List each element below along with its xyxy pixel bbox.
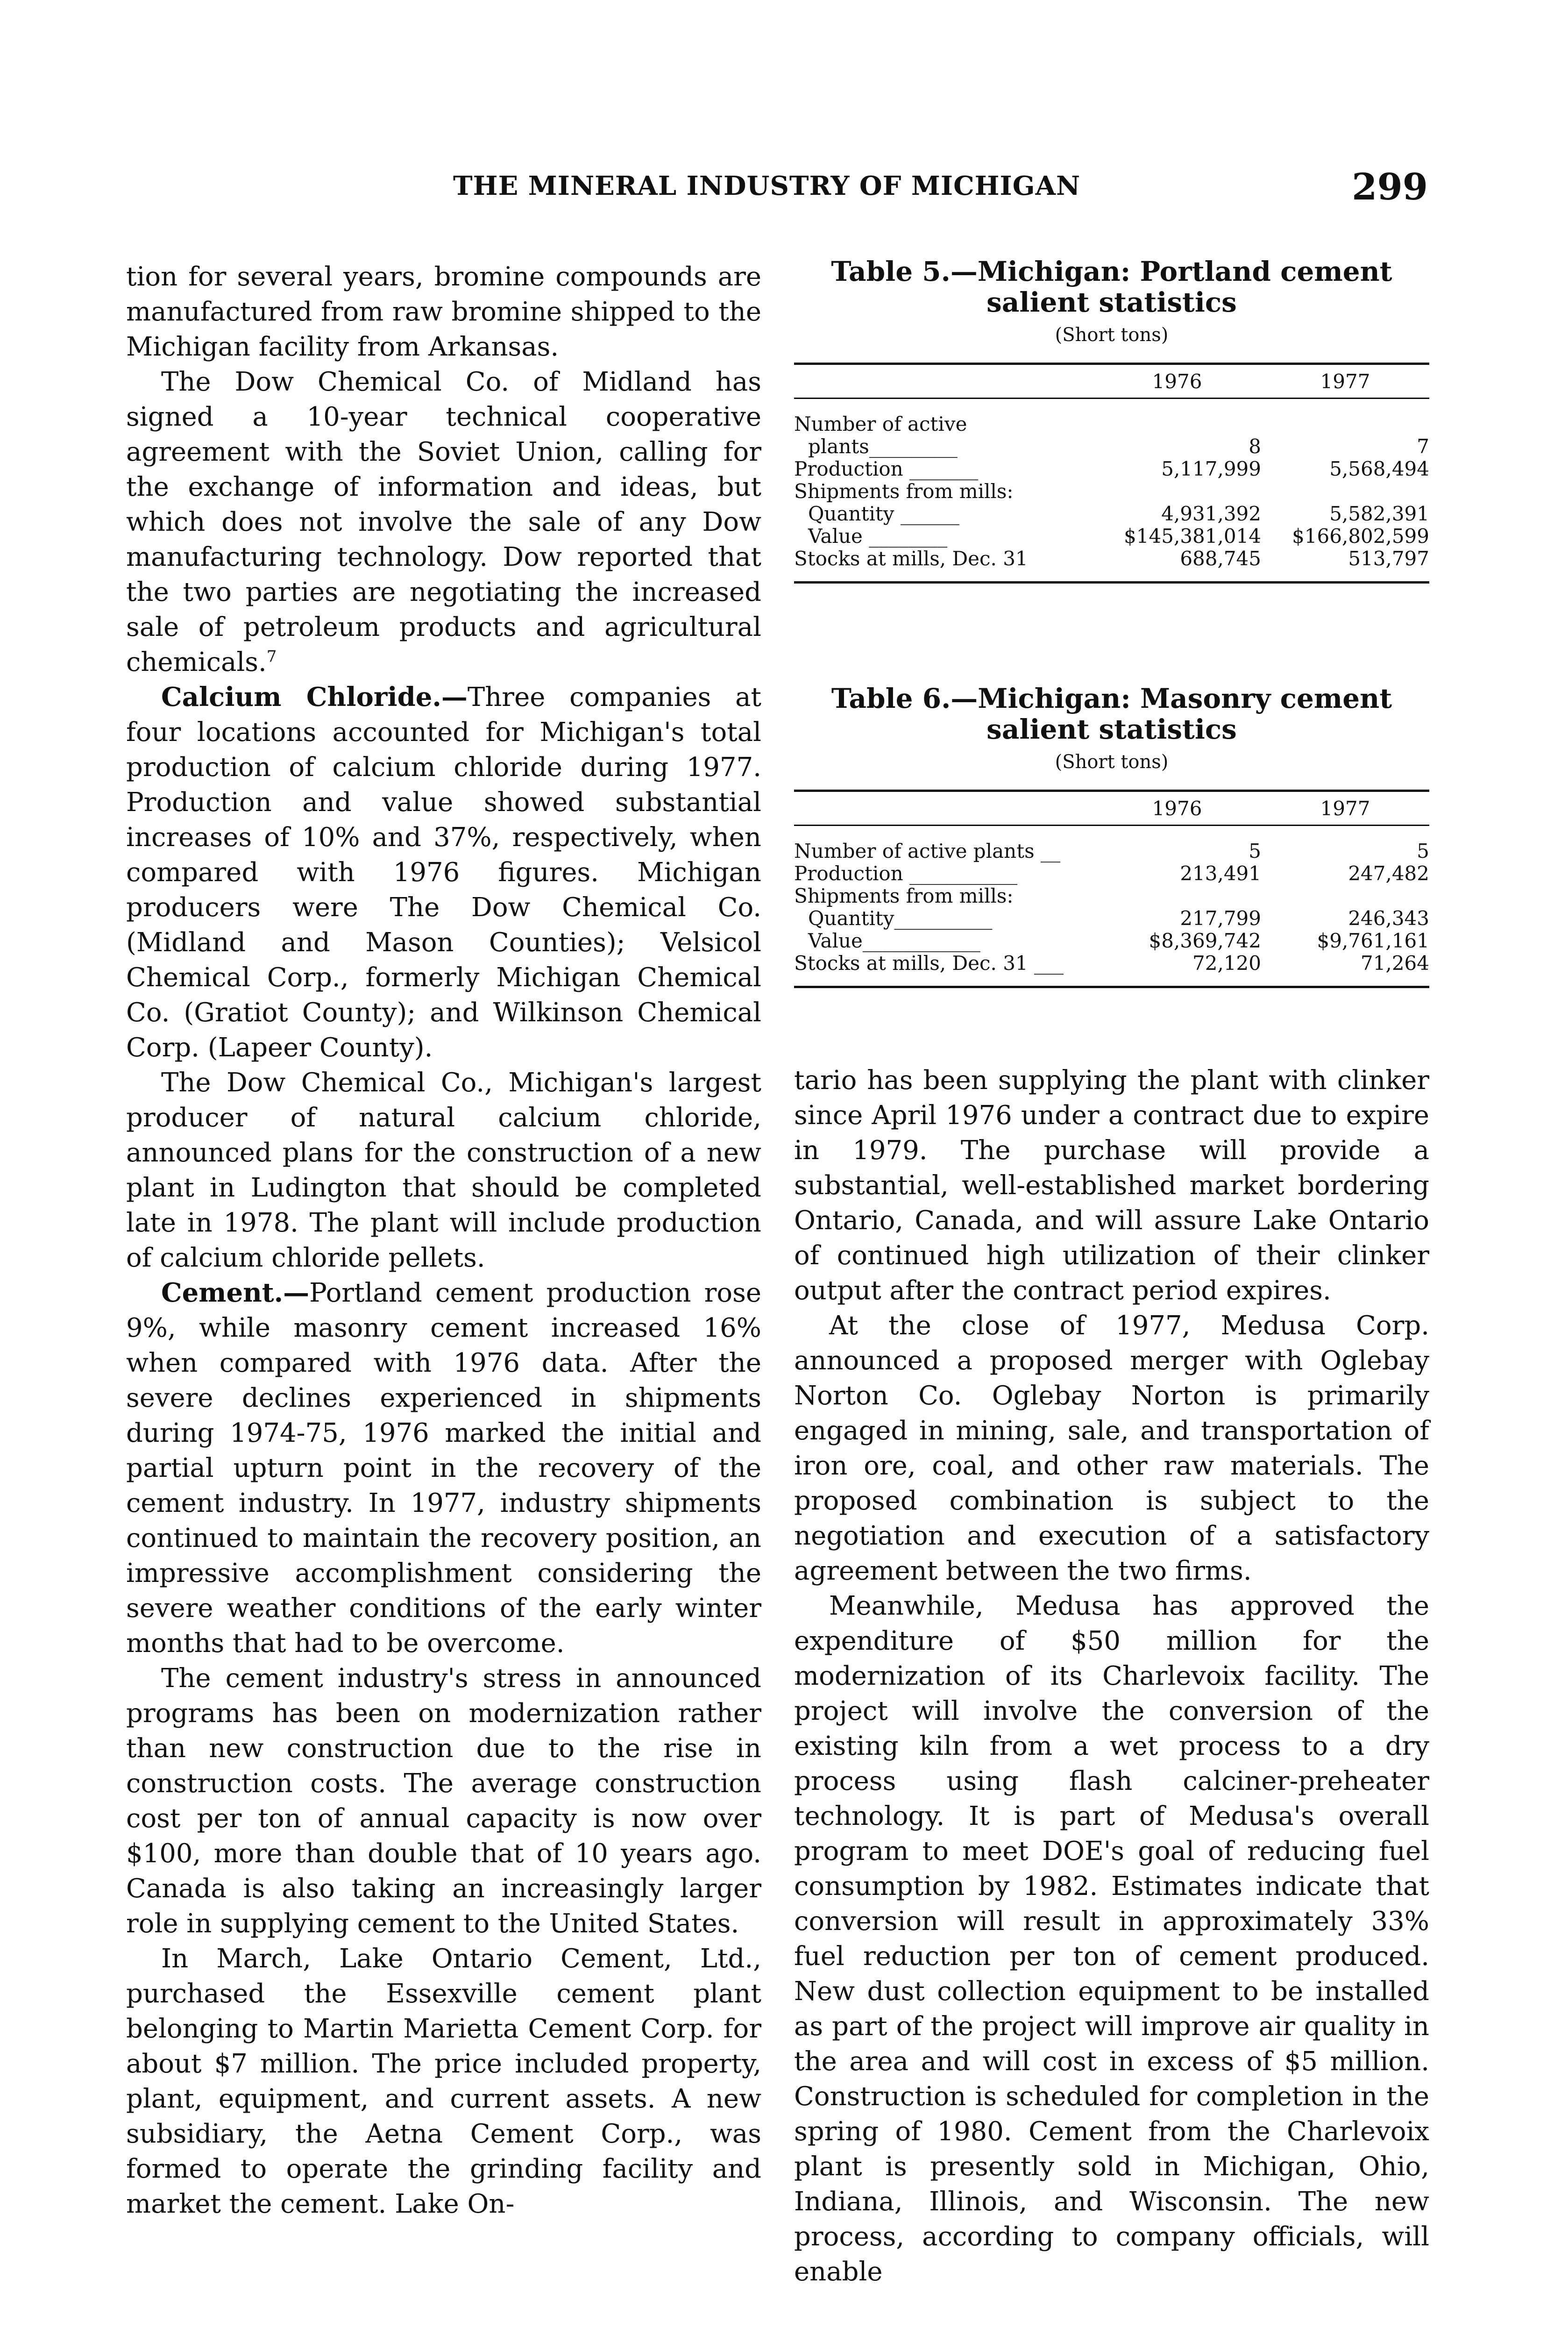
table-row bbox=[794, 503, 1429, 525]
table-units: (Short tons) bbox=[1055, 324, 1169, 346]
column-header: 1977 bbox=[1320, 370, 1370, 393]
row-label: Shipments from mills: bbox=[794, 480, 1014, 503]
row-label: Shipments from mills: bbox=[794, 885, 1014, 907]
cell bbox=[1093, 480, 1261, 503]
paragraph-text: The cement industry's stress in announced programs has been on modernization rather than new construction due to the rise in construction costs. The average construction cost per ton of annual capacity is now over $100, more than double that of 10 years ago. Canada is also taking an increasingly larger role in supplying cement to the United States. bbox=[126, 1663, 761, 1939]
paragraph bbox=[126, 680, 761, 1065]
cell: 5,117,999 bbox=[1161, 457, 1261, 480]
row-label: Quantity__________ bbox=[808, 907, 993, 930]
row-label: Stocks at mills, Dec. 31 ___ bbox=[794, 952, 1064, 975]
row-label: Number of active bbox=[794, 413, 967, 435]
cell: 7 bbox=[1417, 435, 1429, 458]
table-row bbox=[794, 480, 1429, 503]
cell bbox=[1093, 413, 1261, 435]
column-header: 1977 bbox=[1320, 797, 1370, 820]
row-label: Production _______ bbox=[794, 458, 979, 480]
table-row bbox=[794, 907, 1429, 930]
cell: 217,799 bbox=[1180, 907, 1261, 930]
cell: 5 bbox=[1249, 840, 1261, 862]
running-head: THE MINERAL INDUSTRY OF MICHIGAN bbox=[453, 171, 1081, 201]
row-label: plants_________ bbox=[808, 435, 958, 458]
cell: $166,802,599 bbox=[1292, 525, 1429, 548]
page-number: 299 bbox=[1352, 166, 1428, 208]
table-row bbox=[794, 413, 1429, 435]
cell: 71,264 bbox=[1361, 952, 1429, 975]
table-title-line: Table 5.—Michigan: Portland cement bbox=[831, 256, 1392, 287]
paragraph bbox=[794, 1308, 1429, 1588]
table-row bbox=[794, 952, 1429, 975]
table-title-line: Table 6.—Michigan: Masonry cement bbox=[831, 683, 1392, 714]
cell: $145,381,014 bbox=[1124, 525, 1261, 548]
row-label: Value____________ bbox=[808, 930, 980, 952]
cell: 247,482 bbox=[1348, 862, 1429, 885]
paragraph-text: tario has been supplying the plant with clinker since April 1976 under a contract due to expire in 1979. The purchase will provide a substantial, well-established market bordering Ontario, Canada, and will assure Lake Ontario of continued high utilization of their clinker output after the contract period expires. bbox=[794, 1065, 1429, 1306]
paragraph-text: Portland cement production rose 9%, while masonry cement increased 16% when compared with 1976 data. After the severe declines experienced in shipments during 1974-75, 1976 marked the initial and partial upturn point in the recovery of the cement industry. In 1977, industry shipments continued to maintain the recovery position, an impressive accomplishment considering the severe weather conditions of the early winter months that had to be overcome. bbox=[126, 1278, 761, 1659]
cell: 688,745 bbox=[1180, 547, 1261, 570]
paragraph bbox=[794, 1063, 1429, 1308]
page-header bbox=[126, 166, 1428, 208]
cell: 213,491 bbox=[1180, 862, 1261, 885]
right-column bbox=[794, 1063, 1429, 2289]
cell: 5,568,494 bbox=[1329, 457, 1429, 480]
paragraph bbox=[126, 1065, 761, 1275]
paragraph-text: tion for several years, bromine compounds are manufactured from raw bromine shipped to the Michigan facility from Arkansas. bbox=[126, 262, 761, 362]
table-row bbox=[794, 435, 1429, 458]
table-title-line: salient statistics bbox=[986, 713, 1237, 745]
table-row bbox=[794, 525, 1429, 548]
column-header: 1976 bbox=[1152, 797, 1202, 820]
paragraph bbox=[126, 1661, 761, 1941]
table-units: (Short tons) bbox=[1055, 751, 1169, 773]
paragraph bbox=[126, 364, 761, 680]
cell bbox=[1261, 413, 1429, 435]
cell: 5,582,391 bbox=[1329, 502, 1429, 525]
table-title bbox=[794, 256, 1429, 318]
cell: 8 bbox=[1249, 435, 1261, 458]
table bbox=[794, 363, 1429, 584]
row-label: Number of active plants __ bbox=[794, 840, 1060, 862]
paragraph bbox=[794, 1588, 1429, 2289]
paragraph bbox=[126, 1275, 761, 1661]
table-row bbox=[794, 840, 1429, 862]
table-portland-cement bbox=[794, 256, 1429, 584]
paragraph-text: In March, Lake Ontario Cement, Ltd., purchased the Essexville cement plant belonging to Martin Marietta Cement Corp. for about $7 million. The price included property, plant, equipment, and current assets. A new subsidiary, the Aetna Cement Corp., was formed to operate the grinding facility and market the cement. Lake On- bbox=[126, 1944, 761, 2219]
row-label: Production ___________ bbox=[794, 862, 1018, 885]
cell: 513,797 bbox=[1348, 547, 1429, 570]
paragraph-text: The Dow Chemical Co. of Midland has signed a 10-year technical cooperative agreement with the Soviet Union, calling for the exchange of information and ideas, but which does not involve the sale of any Dow manufacturing technology. Dow reported that the two parties are negotiating the increased sale of petroleum products and agricultural chemicals. bbox=[126, 367, 761, 677]
row-label: Stocks at mills, Dec. 31 bbox=[794, 548, 1028, 570]
paragraph-text: The Dow Chemical Co., Michigan's largest producer of natural calcium chloride, announced plans for the construction of a new plant in Ludington that should be completed late in 1978. The plant will include production of calcium chloride pellets. bbox=[126, 1068, 761, 1273]
row-label: Value ________ bbox=[808, 525, 948, 548]
cell: 72,120 bbox=[1192, 952, 1261, 975]
cell: $9,761,161 bbox=[1317, 929, 1429, 952]
table-row bbox=[794, 885, 1429, 907]
cell: 246,343 bbox=[1348, 907, 1429, 930]
row-label: Quantity ______ bbox=[808, 503, 959, 525]
column-header: 1976 bbox=[1152, 370, 1202, 393]
paragraph bbox=[126, 1941, 761, 2222]
cell: $8,369,742 bbox=[1149, 929, 1261, 952]
paragraph-text: At the close of 1977, Medusa Corp. announced a proposed merger with Oglebay Norton Co. Oglebay Norton is primarily engaged in mining, sale, and transportation of iron ore, coal, and other raw materials. The proposed combination is subject to the negotiation and execution of a satisfactory agreement between the two firms. bbox=[794, 1310, 1429, 1586]
table-header bbox=[794, 365, 1429, 399]
left-column bbox=[126, 259, 761, 2222]
cell bbox=[1093, 885, 1261, 907]
cell bbox=[1261, 480, 1429, 503]
table bbox=[794, 790, 1429, 988]
paragraph-text: Meanwhile, Medusa has approved the expenditure of $50 million for the modernization of its Charlevoix facility. The project will involve the conversion of the existing kiln from a wet process to a dry process using flash calciner-preheater technology. It is part of Medusa's overall program to meet DOE's goal of reducing fuel consumption by 1982. Estimates indicate that conversion will result in approximately 33% fuel reduction per ton of cement produced. New dust collection equipment to be installed as part of the project will improve air quality in the area and will cost in excess of $5 million. Construction is scheduled for completion in the spring of 1980. Cement from the Charlevoix plant is presently sold in Michigan, Ohio, Indiana, Illinois, and Wisconsin. The new process, according to company officials, will enable bbox=[794, 1591, 1429, 2287]
section-heading: Calcium Chloride.— bbox=[161, 682, 468, 712]
table-title bbox=[794, 683, 1429, 745]
footnote-ref: 7 bbox=[266, 647, 277, 666]
table-body bbox=[794, 399, 1429, 581]
section-heading: Cement.— bbox=[161, 1277, 310, 1308]
table-masonry-cement bbox=[794, 683, 1429, 988]
cell: 5 bbox=[1417, 840, 1429, 862]
table-body bbox=[794, 826, 1429, 986]
paragraph bbox=[126, 259, 761, 364]
table-row bbox=[794, 458, 1429, 480]
table-header bbox=[794, 792, 1429, 826]
paragraph-text: Three companies at four locations accounted for Michigan's total production of calcium chloride during 1977. Production and value showed substantial increases of 10% and 37%, respectively, when compared with 1976 figures. Michigan producers were The Dow Chemical Co. (Midland and Mason Counties); Velsicol Chemical Corp., formerly Michigan Chemical Co. (Gratiot County); and Wilkinson Chemical Corp. (Lapeer County). bbox=[126, 682, 762, 1063]
table-row bbox=[794, 930, 1429, 952]
table-title-line: salient statistics bbox=[986, 286, 1237, 318]
cell: 4,931,392 bbox=[1161, 502, 1261, 525]
table-row bbox=[794, 548, 1429, 570]
table-row bbox=[794, 862, 1429, 885]
cell bbox=[1261, 885, 1429, 907]
